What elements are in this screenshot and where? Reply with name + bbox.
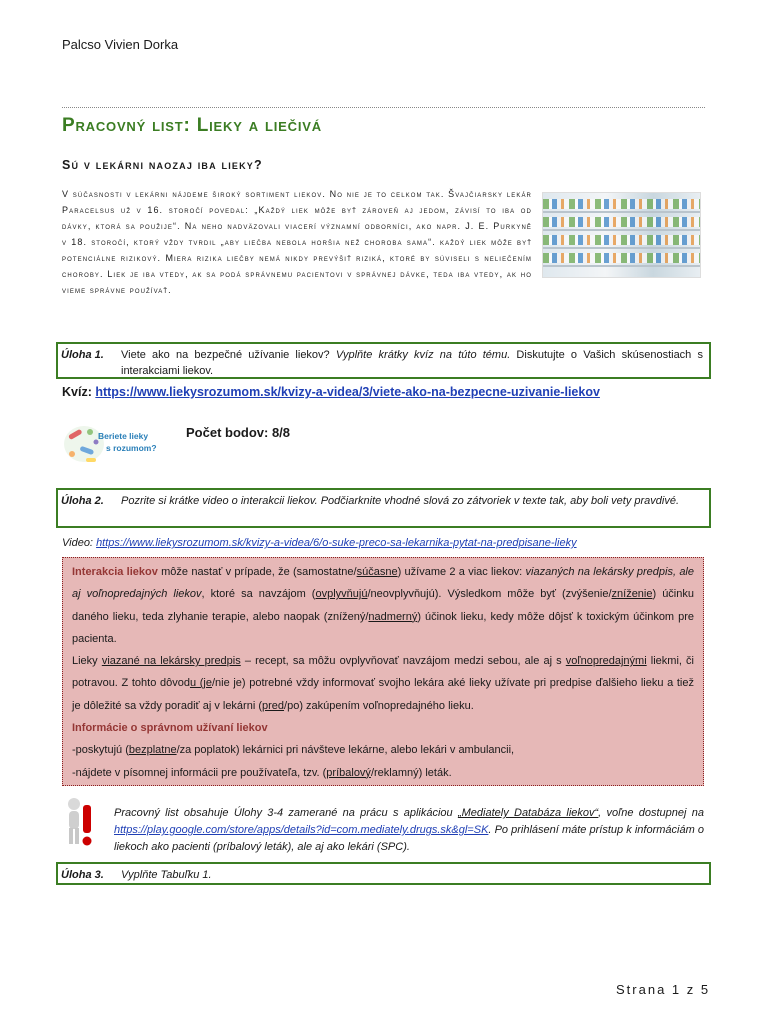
info-bullet-1: -poskytujú (bezplatne/za poplatok) lekárnici pri návšteve lekárne, alebo lekári v ambulancii, [72, 744, 515, 757]
intro-paragraph [62, 186, 532, 298]
video-link[interactable]: https://www.liekysrozumom.sk/kvizy-a-videa/6/o-suke-preco-sa-lekarnika-pytat-na-predpisane-lieky [96, 537, 577, 549]
badge-line-2: s rozumom? [106, 443, 157, 453]
prescription-paragraph: Lieky viazané na lekársky predpis – recept, sa môžu ovplyvňovať navzájom medzi sebou, ale aj s voľnopredajnými liekmi, či potravou. Z tohto dôvodu (je/nie je) potrebné vždy informovať svojho lekára aké lieky užívate pri predpise ďalšieho lieku a tiež je dôležité sa vždy poradiť aj v lekárni (pred/po) zakúpením voľnopredajného lieku. [72, 655, 695, 712]
quiz-score: Počet bodov: 8/8 [186, 425, 291, 440]
task-1-text: Viete ako na bezpečné užívanie liekov? Vyplňte krátky kvíz na túto tému. Diskutujte o Vašich skúsenostiach s interakciami liekov. [121, 349, 703, 377]
google-play-link[interactable]: https://play.google.com/store/apps/details?id=com.mediately.drugs.sk&gl=SK [114, 824, 489, 836]
page-number: Strana 1 z 5 [616, 982, 711, 997]
exclamation-figure-icon [62, 795, 102, 851]
app-note: Pracovný list obsahuje Úlohy 3-4 zamerané na prácu s aplikáciou „Mediately Databáza liekov“, voľne dostupnej na https://play.google.com/store/apps/details?id=com.mediately.drugs.sk&gl=SK. Po prihlásení máte prístup k informáciám o liekoch ako pacienti (príbalový leták), ale aj ako lekári (SPC). [114, 807, 704, 853]
task-2-box [56, 488, 711, 528]
task-3-text: Vyplňte Tabuľku 1. [121, 869, 212, 881]
quiz-label: Kvíz: [62, 385, 96, 399]
interaction-info-box [62, 557, 704, 786]
pharmacy-shelves-image [542, 192, 701, 278]
intro-text: V súčasnosti v lekárni nájdeme široký sortiment liekov. No nie je to celkom tak. Švajčiarsky lekár Paracelsus už v 16. storočí povedal: „Každý liek môže byť zároveň aj jedom, závisí to iba od dávky, ktorá sa použije“. Na neho nadväzovali viacerí významní odborníci, ako napr. J. E. Purkyně v 18. storočí, ktorý vždy tvrdil „aby liečba nebola horšia než choroba sama“. každý liek môže byť potenciálne rizikový. Miera rizika liečby nemá nikdy prevýšiť riziká, ktoré by súviseli s neliečením choroby. Liek je iba vtedy, ak sa podá správnemu pacientovi v správnej dávke, teda iba vtedy, ak ho vieme správne používať. [62, 189, 532, 295]
badge-line-1: Beriete lieky [98, 431, 149, 441]
quiz-line [62, 385, 600, 399]
video-label: Video: [62, 537, 97, 549]
info-heading: Informácie o správnom užívaní liekov [72, 722, 268, 735]
task-3-label: Úloha 3. [61, 869, 104, 881]
task-2-label: Úloha 2. [61, 495, 104, 507]
dotted-divider [62, 107, 705, 108]
beriete-lieky-badge [60, 418, 175, 470]
page-title: Pracovný list: Lieky a liečivá [62, 115, 322, 136]
author-name: Palcso Vivien Dorka [62, 37, 179, 52]
section-subtitle: Sú v lekárni naozaj iba lieky? [62, 158, 263, 172]
task-1-label: Úloha 1. [61, 349, 104, 361]
video-line [62, 537, 577, 549]
interaction-paragraph: Interakcia liekov môže nastať v prípade, že (samostatne/súčasne) užívame 2 a viac liekov: viazaných na lekársky predpis, ale aj voľnopredajných liekov, ktoré sa navzájom (ovplyvňujú/neovplyvňujú). Výsledkom môže byť (zvýšenie/zníženie) účinku daného lieku, teda zlyhanie terapie, alebo naopak (znížený/nadmerný) účinok lieku, kedy môže dôjsť k toxickým účinkom pre pacienta. [72, 566, 694, 645]
quiz-link[interactable]: https://www.liekysrozumom.sk/kvizy-a-videa/3/viete-ako-na-bezpecne-uzivanie-liekov [95, 385, 600, 399]
task-1-box [56, 342, 711, 379]
info-bullet-2: -nájdete v písomnej informácii pre používateľa, tzv. (príbalový/reklamný) leták. [72, 766, 452, 779]
task-3-box [56, 862, 711, 885]
task-2-text: Pozrite si krátke video o interakcii liekov. Podčiarknite vhodné slová zo zátvoriek v texte tak, aby boli vety pravdivé. [121, 495, 680, 507]
